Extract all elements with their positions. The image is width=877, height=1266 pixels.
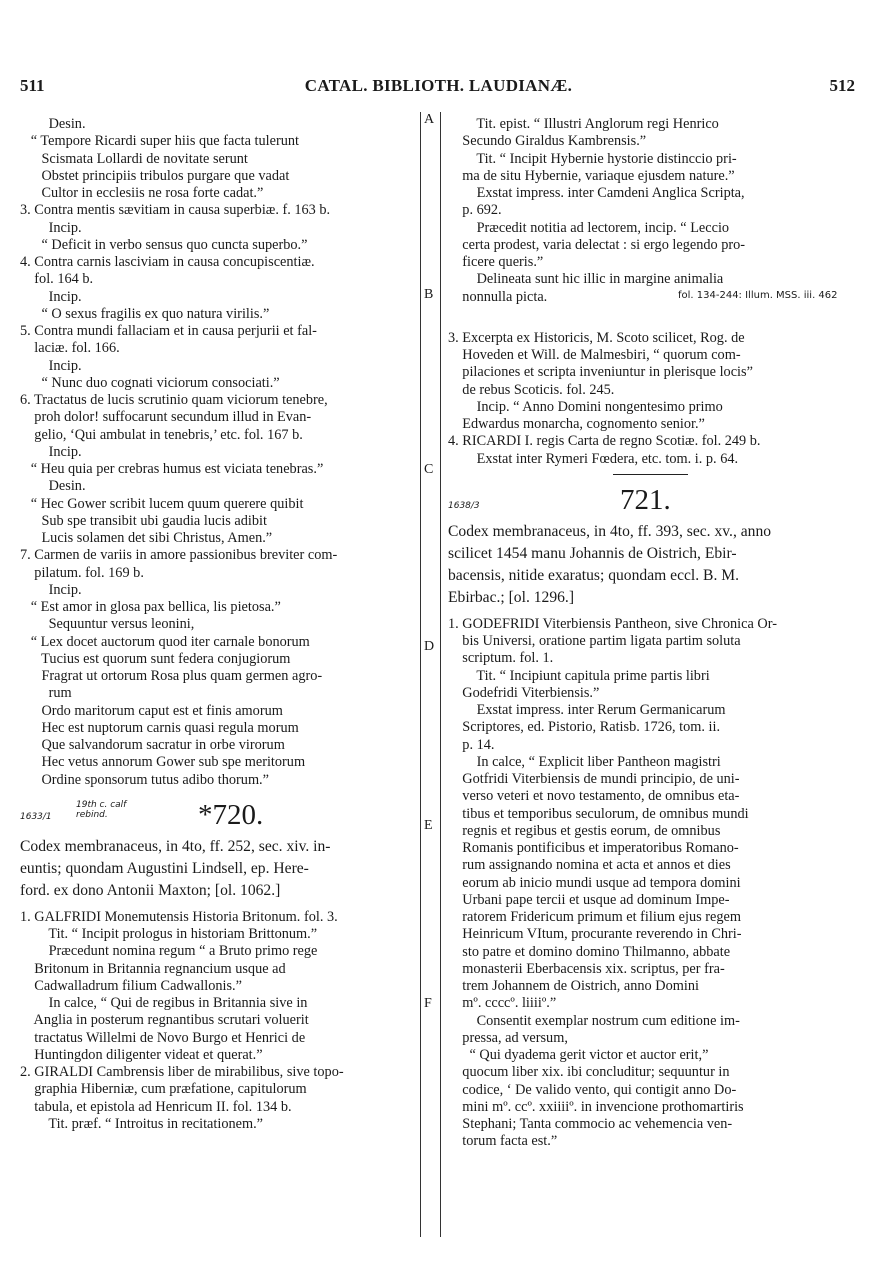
margin-letter: B (424, 287, 434, 302)
text-line: de rebus Scoticis. fol. 245. (448, 381, 615, 398)
text-line: euntis; quondam Augustini Lindsell, ep. Here- (20, 859, 309, 877)
text-line: scilicet 1454 manu Johannis de Oistrich, Ebir- (448, 544, 737, 562)
gutter-rule-left (420, 112, 421, 1237)
text-line: Codex membranaceus, in 4to, ff. 252, sec. xiv. in- (20, 837, 331, 855)
text-line: regnis et regibus et gestis eorum, de omnibus (448, 822, 721, 839)
text-line: 1. GODEFRIDI Viterbiensis Pantheon, sive Chronica Or- (448, 615, 777, 632)
margin-gutter (420, 112, 442, 1237)
text-line: Incip. “ Anno Domini nongentesimo primo (448, 398, 723, 415)
right-top-text (448, 116, 850, 306)
margin-letter: C (424, 462, 434, 477)
text-line: Tit. “ Incipit prologus in historiam Brittonum.” (20, 926, 318, 942)
margin-letter: F (424, 996, 432, 1011)
text-line: Gotfridi Viterbiensis de mundi principio, de uni- (448, 771, 740, 787)
margin-letter: D (424, 639, 435, 654)
entry-721-number: 721. (620, 483, 671, 516)
text-line: pressa, ad versum, (448, 1029, 568, 1046)
spacer (448, 306, 850, 330)
text-line: In calce, “ Explicit liber Pantheon magistri (448, 753, 721, 770)
text-line: Que salvandorum sacratur in orbe virorum (20, 737, 285, 753)
text-line: Ordine sponsorum tutus adibo thorum.” (20, 771, 269, 788)
text-line: Hoveden et Will. de Malmesbiri, “ quorum com- (448, 347, 741, 363)
text-line: Hec est nuptorum carnis quasi regula morum (20, 719, 299, 736)
entry-720-description (20, 836, 416, 902)
text-line: ficere queris.” (448, 254, 544, 270)
text-line: tibus et temporibus seculorum, de omnibus mundi (448, 805, 749, 822)
handwritten-binding-note: 19th c. calf rebind. (76, 799, 127, 820)
entry-720-items (20, 909, 416, 1133)
text-line: Cadwalladrum filium Cadwallonis.” (20, 977, 242, 994)
text-line: 3. Contra mentis sævitiam in causa superbiæ. f. 163 b. (20, 202, 331, 219)
left-column-text (20, 116, 416, 789)
text-line: ma de situ Hybernie, variaque ejusdem nature.” (448, 167, 735, 184)
text-line: 4. RICARDI I. regis Carta de regno Scotiæ. fol. 249 b. (448, 433, 761, 450)
section-divider (448, 468, 850, 481)
text-line: laciæ. fol. 166. (20, 340, 120, 357)
text-line: “ Hec Gower scribit lucem quum querere quibit (20, 495, 304, 512)
text-line: p. 14. (448, 736, 495, 753)
text-line: Fragrat ut ortorum Rosa plus quam germen agro- (20, 668, 323, 684)
text-line: 4. Contra carnis lasciviam in causa concupiscentiæ. (20, 254, 315, 270)
margin-letter: E (424, 818, 433, 833)
text-line: 7. Carmen de variis in amore passionibus breviter com- (20, 547, 338, 564)
text-line: Consentit exemplar nostrum cum editione im- (448, 1012, 740, 1029)
text-line: pilatum. fol. 169 b. (20, 564, 144, 581)
text-line: ratorem Fridericum primum et filium ejus regem (448, 909, 742, 925)
text-line: Exstat impress. inter Camdeni Anglica Scripta, (448, 185, 745, 201)
text-line: “ Qui dyadema gerit victor et auctor erit,” (448, 1047, 709, 1063)
entry-720-heading (20, 796, 416, 836)
text-line: ford. ex dono Antonii Maxton; [ol. 1062.] (20, 881, 281, 899)
text-line: nonnulla picta. (448, 288, 548, 305)
text-line: “ Est amor in glosa pax bellica, lis pietosa.” (20, 599, 281, 615)
text-line: scriptum. fol. 1. (448, 650, 554, 667)
text-line: proh dolor! suffocarunt secundum illud in Evan- (20, 409, 312, 426)
entry-721-heading (448, 481, 850, 521)
running-title: CATAL. BIBLIOTH. LAUDIANÆ. (304, 76, 573, 95)
handwritten-shelfmark-720: 1633/1 (20, 811, 52, 822)
text-line: Sub spe transibit ubi gaudia lucis adibit (20, 512, 267, 529)
text-line: verso veteri et novo testamento, de omnibus eta- (448, 788, 740, 805)
text-line: 2. GIRALDI Cambrensis liber de mirabilibus, sive topo- (20, 1064, 344, 1080)
text-line: Britonum in Britannia regnancium usque ad (20, 960, 286, 977)
text-line: Desin. (20, 478, 86, 495)
text-line: Incip. (20, 581, 82, 598)
text-line: Incip. (20, 219, 82, 236)
text-line: Stephani; Tanta commocio ac vehemencia ven- (448, 1116, 733, 1132)
text-line: Incip. (20, 357, 82, 374)
text-line: Scriptores, ed. Pistorio, Ratisb. 1726, tom. ii. (448, 719, 721, 736)
right-column: Tit. epist. “ Illustri Anglorum regi Henrico Secundo Giraldus Kambrensis.” Tit. “ Incipit Hybernie hystorie distinccio pri- ma de situ Hybernie, variaque ejusdem nature.” Exstat impress. inter Camdeni Anglica Scripta, p. 692. Præcedit notitia ad lectorem, incip. “ Leccio certa prodest, varia delectat : si ergo legendo pro- ficere queris.” Delineata sunt hic illic in margine animalia nonnulla picta. fol. 134-244: Illum. MSS. iii. 462 3. Excerpta ex Historicis, M. Scoto scilicet, Rog. de Hoveden et Will. de Malmesbiri, “ quorum com- pilaciones et scripta inveniuntur in plerisque locis” de rebus Scoticis. fol. 245. Incip. “ Anno Domini nongentesimo primo Edwardus monarcha, cognomento senior.” 4. RICARDI I. regis Carta de regno Scotiæ. fol. 249 b. Exstat inter Rymeri Fœdera, etc. tom. i. p. 64. 1638/3 721. Codex membranaceus, in 4to, ff. 393, sec. xv., anno scilicet 1454 manu Johannis de Oistrich, Ebir- bacensis, nitide exaratus; quondam eccl. B. M. Ebirbac.; [ol. 1296.] 1. GODEFRIDI Viterbiensis Pantheon, sive Chronica Or- bis Universi, oratione partim ligata partim soluta scriptum. fol. 1. Tit. “ Incipiunt capitula prime partis libri Godefridi Viterbiensis.” Exstat impress. inter Rerum Germanicarum Scriptores, ed. Pistorio, Ratisb. 1726, tom. ii. p. 14. In calce, “ Explicit liber Pantheon magistri Gotfridi Viterbiensis de mundi principio, de uni- verso veteri et novo testamento, de omnibus eta- tibus et temporibus seculorum, de omnibus mundi regnis et regibus et gestis eorum, de omnibus Romanis pontificibus et imperatoribus Romano- rum assignando nomina et acta et annos et dies eorum ab inicio mundi usque ad tempora domini Urbani pape tercii et usque ad dominum Impe- ratorem Fridericum primum et filium ejus regem Heinricum VItum, procurante reverendo in Chri- sto patre et domino domino Thilmanno, abbate monasterii Eberbacensis xix. scriptus, per fra- trem Johannem de Oistrich, anno Domini mº. ccccº. liiiiº.” Consentit exemplar nostrum cum editione im- pressa, ad versum, “ Qui dyadema gerit victor et auctor erit,” quocum liber xix. ibi concluditur; sequuntur in codice, ‘ De valido vento, qui contigit anno Do- mini mº. ccº. xxiiiiº. in invencione prothomartiris Stephani; Tanta commocio ac vehemencia ven- torum facta est.” (448, 116, 850, 1151)
text-line: bacensis, nitide exaratus; quondam eccl. B. M. (448, 566, 740, 584)
text-line: mº. ccccº. liiiiº.” (448, 995, 557, 1012)
text-line: Lucis solamen det sibi Christus, Amen.” (20, 530, 273, 546)
text-line: “ Tempore Ricardi super hiis que facta tulerunt (20, 133, 300, 150)
text-line: sto patre et domino domino Thilmanno, abbate (448, 943, 731, 960)
text-line: Scismata Lollardi de novitate serunt (20, 150, 248, 167)
text-line: certa prodest, varia delectat : si ergo legendo pro- (448, 236, 746, 253)
text-line: rum (20, 685, 72, 702)
text-line: Tucius est quorum sunt federa conjugiorum (20, 650, 291, 667)
right-mid-text (448, 330, 850, 468)
text-line: Sequuntur versus leonini, (20, 616, 195, 633)
text-line: fol. 164 b. (20, 271, 94, 288)
text-line: Huntingdon diligenter videat et querat.” (20, 1046, 263, 1063)
text-line: monasterii Eberbacensis xix. scriptus, per fra- (448, 960, 725, 977)
spacer (20, 902, 416, 909)
text-line: Heinricum VItum, procurante reverendo in Chri- (448, 926, 742, 943)
text-line: Tit. epist. “ Illustri Anglorum regi Henrico (448, 116, 719, 132)
text-line: codice, ‘ De valido vento, qui contigit anno Do- (448, 1081, 737, 1098)
text-line: mini mº. ccº. xxiiiiº. in invencione prothomartiris (448, 1098, 744, 1115)
text-line: Romanis pontificibus et imperatoribus Romano- (448, 840, 739, 856)
text-line: tractatus Willelmi de Novo Burgo et Henrici de (20, 1029, 306, 1046)
text-line: Codex membranaceus, in 4to, ff. 393, sec. xv., anno (448, 522, 772, 540)
text-line: Tit. “ Incipiunt capitula prime partis libri (448, 667, 710, 684)
text-line: trem Johannem de Oistrich, anno Domini (448, 978, 699, 994)
gutter-rule-right (440, 112, 441, 1237)
text-line: tabula, et epistola ad Henricum II. fol. 134 b. (20, 1098, 292, 1115)
text-line: “ Heu quia per crebras humus est viciata tenebras.” (20, 461, 324, 477)
entry-721-description (448, 521, 850, 609)
text-line: p. 692. (448, 202, 502, 219)
text-line: “ Nunc duo cognati viciorum consociati.” (20, 374, 280, 391)
text-line: pilaciones et scripta inveniuntur in plerisque locis” (448, 364, 753, 381)
text-line: Urbani pape tercii et usque ad dominum Impe- (448, 891, 730, 908)
text-line: 1. GALFRIDI Monemutensis Historia Britonum. fol. 3. (20, 908, 338, 925)
spacer (448, 609, 850, 616)
text-line: Tit. “ Incipit Hybernie hystorie distinccio pri- (448, 150, 737, 167)
text-line: “ O sexus fragilis ex quo natura virilis.” (20, 305, 270, 322)
handwritten-shelfmark-721: 1638/3 (448, 500, 480, 511)
text-line: Incip. (20, 288, 82, 305)
text-line: bis Universi, oratione partim ligata partim soluta (448, 633, 741, 649)
left-column (20, 116, 416, 1133)
text-line: Incip. (20, 443, 82, 460)
text-line: quocum liber xix. ibi concluditur; sequuntur in (448, 1064, 730, 1081)
text-line: “ Deficit in verbo sensus quo cuncta superbo.” (20, 236, 308, 253)
spacer (20, 789, 416, 796)
text-line: Exstat impress. inter Rerum Germanicarum (448, 702, 726, 718)
page-number-left: 511 (20, 76, 45, 95)
text-line: Desin. (20, 116, 86, 132)
text-line: In calce, “ Qui de regibus in Britannia sive in (20, 995, 308, 1011)
margin-letter: A (424, 112, 435, 127)
text-line: Anglia in posterum regnantibus scrutari voluerit (20, 1012, 309, 1029)
text-line: Edwardus monarcha, cognomento senior.” (448, 416, 705, 432)
text-line: 6. Tractatus de lucis scrutinio quam viciorum tenebre, (20, 392, 328, 408)
entry-721-items (448, 616, 850, 1151)
text-line: torum facta est.” (448, 1133, 558, 1150)
text-line: “ Lex docet auctorum quod iter carnale bonorum (20, 633, 310, 650)
text-line: Secundo Giraldus Kambrensis.” (448, 133, 647, 150)
page-number-right: 512 (829, 76, 855, 95)
text-line: Delineata sunt hic illic in margine animalia (448, 271, 724, 288)
text-line: Ordo maritorum caput est et finis amorum (20, 702, 283, 719)
text-line: Cultor in ecclesiis ne rosa forte cadat.” (20, 185, 264, 201)
text-line: Exstat inter Rymeri Fœdera, etc. tom. i. p. 64. (448, 450, 739, 467)
text-line: Præcedunt nomina regum “ a Bruto primo rege (20, 943, 318, 960)
text-line: Tit. præf. “ Introitus in recitationem.” (20, 1115, 264, 1132)
text-line: Obstet principiis tribulos purgare que vadat (20, 167, 290, 184)
text-line: 3. Excerpta ex Historicis, M. Scoto scilicet, Rog. de (448, 329, 745, 346)
text-line: Hec vetus annorum Gower sub spe meritorum (20, 754, 306, 771)
entry-720-number: *720. (198, 798, 264, 831)
text-line: rum assignando nomina et acta et annos et dies (448, 857, 731, 874)
text-line: Godefridi Viterbiensis.” (448, 684, 600, 701)
text-line: graphia Hiberniæ, cum præfatione, capitulorum (20, 1081, 307, 1098)
text-line: Ebirbac.; [ol. 1296.] (448, 588, 575, 606)
text-line: eorum ab inicio mundi usque ad tempora domini (448, 874, 741, 891)
text-line: Præcedit notitia ad lectorem, incip. “ Leccio (448, 219, 730, 236)
text-line: gelio, ‘Qui ambulat in tenebris,’ etc. fol. 167 b. (20, 426, 303, 443)
text-line: 5. Contra mundi fallaciam et in causa perjurii et fal- (20, 323, 317, 339)
